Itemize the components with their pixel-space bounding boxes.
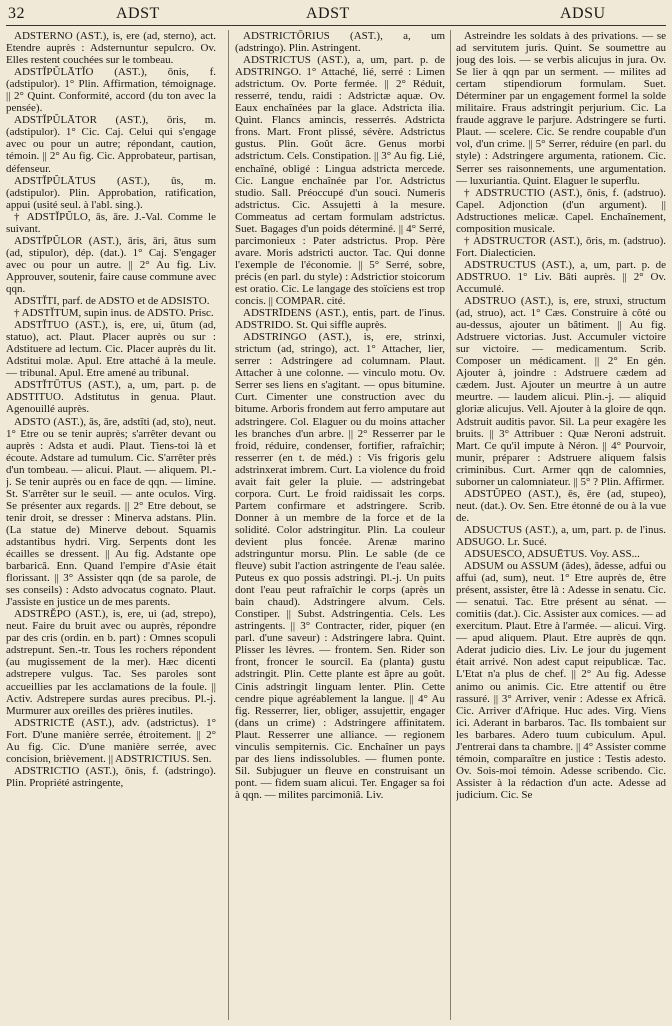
dictionary-entry: ADSUESCO, ADSUĒTUS. Voy. ASS... <box>464 548 640 561</box>
dictionary-entry: ADSTRĔPO (AST.), is, ere, ui (ad, strepo), neut. Faire du bruit avec ou auprès, répondre par des cris (ordin. en b. part) : Omnes scopuli adstrepunt. Sen.-tr. Tous les rochers répondent (au mugissement de la mer). Hæc dicenti adstrepere vulgus. Tac. Ses paroles sont accueillies par les acclamations de la foule. || Activ. Adstrepere surdas aures precibus. Pl.-j. Murmurer aux oreilles des prières inutiles. <box>6 608 216 717</box>
dictionary-entry: ADSTĬPŬLĀTOR (AST.), ōris, m. (adstipulor). 1° Cic. Caj. Celui qui s'engage avec ou pour un autre; répondant, caution, témoin. || 2° Au fig. Cic. Approbateur, partisan, défenseur. <box>6 114 216 175</box>
dictionary-entry: † ADSTRUCTOR (AST.), ōris, m. (adstruo). Fort. Dialecticien. <box>456 234 666 259</box>
dictionary-entry: ADSTRICTIO (AST.), ōnis, f. (adstringo). Plin. Propriété astringente, <box>6 764 216 789</box>
dictionary-entry: ADSTRICTĒ (AST.), adv. (adstrictus). 1° Fort. D'une manière serrée, étroitement. || 2° Au fig. Cic. D'une manière serrée, avec concision, brièvement. || ADSTRICTIUS. Sen. <box>6 716 216 765</box>
dictionary-entry: ADSTO (AST.), ās, āre, adstĭti (ad, sto), neut. 1° Etre ou se tenir auprès; s'arrêter devant ou auprès : Adsta et audi. Plaut. Tiens-toi là et écoute. Adstare ad tumulum. Cic. S'arrêter près d'un tombeau. — alicui. Plaut. — aliquem. Pl.-j. Se tenir auprès ou en face de qqn. — limine. St. S'arrêter sur le seuil. — ante oculos. Virg. Se présenter aux regards. || 2° Etre debout, se tenir droit, se dresser : Minerva adstans. Plin. (La statue de) Minerve debout. Squamis adstantibus hydri. Virg. Serpents dont les écailles se dressent. || Au fig. Adstante ope barbaricâ. Enn. Quand l'empire d'Asie était florissant. || 3° Assister qqn (de sa parole, de ses conseils) : Adsto advocatus cognato. Plaut. J'assiste en justice un de mes parents. <box>6 415 216 609</box>
dictionary-entry: ADSTĬPŬLĀTĬO (AST.), ōnis, f. (adstipulor). 1° Plin. Affirmation, témoignage. || 2° Quint. Conformité, accord (du ton avec la pensée). <box>6 66 216 115</box>
dictionary-entry: ADSTĬTŪTUS (AST.), a, um, part. p. de ADSTITUO. Adstitutus in genua. Plaut. Agenouillé auprès. <box>6 379 216 416</box>
column-divider <box>228 30 229 1020</box>
dictionary-entry: † ADSTĬPŬLO, ās, āre. J.-Val. Comme le suivant. <box>6 210 216 235</box>
dictionary-entry: ADSTRINGO (AST.), is, ere, strinxi, strictum (ad, stringo), act. 1° Attacher, lier, serrer : Adstringere ad columnam. Plaut. Attacher à une colonne. — vinculo motu. Ov. Serrer ses liens en s'agitant. — opus bitumine. Curt. Cimenter une construction avec du bitume. Arboris frondem aut ferro amputare aut adstringere. Col. Elaguer ou du moins attacher les branches d'un arbre. || 2° Resserrer par le froid, réduire, condenser, fortifier, rafraîchir; resserrer (en t. de méd.) : Vis frigoris gelu adstrinxerat imbrem. Curt. La violence du froid avait fait geler la pluie. — adstringebat corpora. Curt. Le froid raidissait les corps. Partem confirmare et adstringere. Scrib. Donner à un membre de la force et de la solidité. Color adstringitur. Plin. La couleur devient plus foncée. Arenæ marino adstringuntur morsu. Plin. Le sable (de ce fleuve) subit l'action astringente de l'eau salée. Puteus ex quo possis adstringi. Pl.-j. Un puits dont l'eau peut rafraîchir le corps (après un bain chaud). Adstringere alvum. Cels. Constiper. || Subst. Adstringentia. Cels. Les astringents. || 3° Contracter, rider, piquer (en parl. d'une saveur) : Adstringere labra. Quint. Plisser les lèvres. — frontem. Sen. Rider son front, froncer le sourcil. Ea (planta) gustu adstringit. Plin. Cette plante est âpre au goût. Cinis adstringit linguam lenter. Plin. Cette cendre pique agréablement la langue. || 4° Au fig. Resserrer, lier, obliger, assujettir, engager (dans un crime) : Adstringere affinitatem. Plaut. Resserrer une alliance. — regionem vinculis sempiternis. Cic. Enchaîner un pays par des liens indissolubles. — flumen ponte. Sil. Subjuguer un fleuve en construisant un pont. — fidem suam alicui. Ter. Engager sa foi à qqn. — milites parcimoniâ. Liv. <box>235 331 445 801</box>
right-guide-word: ADSU <box>560 5 606 22</box>
dictionary-entry: † ADSTĬTUM, supin inus. de ADSTO. Prisc. <box>14 307 214 320</box>
dictionary-entry: ADSTĬPŬLOR (AST.), āris, āri, ātus sum (ad, stipulor), dép. (dat.). 1° Caj. S'engager avec ou pour un autre. || 2° Au fig. Liv. Approuver, soutenir, faire cause commune avec qqn. <box>6 234 216 295</box>
dictionary-entry: ADSUCTUS (AST.), a, um, part. p. de l'inus. ADSUGO. Lr. Sucé. <box>456 523 666 548</box>
dictionary-entry: Astreindre les soldats à des privations. — se ad servitutem juris. Quint. Se soumettre au joug des lois. — se verbis alicujus in jura. Ov. Se lier à qqn par un serment. — milites ad certam stipendiorum formulam. Suet. Déterminer par un engagement formel la solde militaire. Fraus adstringit perjurium. Cic. La fraude aggrave le parjure. Adstringere se furti. Plaut. — scelere. Cic. Se rendre coupable d'un vol, d'un crime. || 5° Serrer, réduire (en parl. du style) : Adstringere argumenta, rationem. Cic. Serrer ses raisonnements, une argumentation. — luxuriantia. Quint. Elaguer le superflu. <box>456 30 666 187</box>
left-guide-word: ADST <box>116 5 160 22</box>
dictionary-entry: ADSTRUO (AST.), is, ere, struxi, structum (ad, struo), act. 1° Cæs. Construire à côté ou au-dessus, ajouter un bâtiment. || Au fig. Adstruere victorias. Just. Accumuler victoire sur victoire. — medicamentum. Scrib. Composer un médicament. || 2° En gén. Ajouter à, joindre : Adstruere cædem ad cædem. Just. Ajouter un meurtre à un autre meurtre. — laudem alicui. Plin.-j. — aliquid gloriæ alicujus. Vell. Ajouter à la gloire de qqn. Adstruit auditis pavor. Sil. La peur exagère les bruits. || 3° Attribuer : Quæ Neroni adstruit. Mart. Ce qu'il impute à Néron. || 4° Pourvoir, munir, préparer : Adstruere aliquem falsis criminibus. Curt. Armer qqn de calomnies, suborner un calomniateur. || 5° ? Plin. Affirmer. <box>456 295 666 488</box>
page-header <box>0 0 672 26</box>
dictionary-entry: ADSTŬPEO (AST.), ēs, ēre (ad, stupeo), neut. (dat.). Ov. Sen. Etre étonné de ou à la vue de. <box>456 487 666 524</box>
dictionary-entry: ADSTRICTŌRIUS (AST.), a, um (adstringo). Plin. Astringent. <box>235 30 445 55</box>
dictionary-entry: ADSTĬPŬLĀTUS (AST.), ūs, m. (adstipulor). Plin. Approbation, ratification, appui (usité seul. à l'abl. sing.). <box>6 174 216 211</box>
column-right <box>456 30 666 1022</box>
dictionary-entry: ADSTRICTUS (AST.), a, um, part. p. de ADSTRINGO. 1° Attaché, lié, serré : Limen adstrictum. Ov. Porte fermée. || 2° Réduit, resserré, tendu, raidi : Adstrictæ aquæ. Ov. Eaux enchaînées par la glace. Adstricta ilia. Quint. Flancs amincis, resserrés. Adstricta frons. Mart. Front plissé, sévère. Adstrictus gustus. Plin. Goût âcre. Genus morbi adstrictum. Cels. Constipation. || 3° Au fig. Lié, enchaîné, obligé : Lingua adstricta mercede. Cic. Langue enchaînée par l'or. Adstrictus studio. Sall. Préoccupé d'un souci. Numeris adstrictus. Cic. Assujetti à la mesure. Commeatus ad certam formulam adstrictus. Suet. Bagages d'un poids déterminé. || 4° Serré, parcimonieux : Pater adstrictus. Prop. Père avare. Moris adstricti auctor. Tac. Qui donne l'exemple de l'économie. || 5° Serré, sobre, précis (en parl. du style) : Adstrictior stoicorum est oratio. Cic. Le langage des stoïciens est trop concis. || COMPAR. cité. <box>235 54 445 308</box>
dictionary-entry: ADSTRUCTUS (AST.), a, um, part. p. de ADSTRUO. 1° Liv. Bâti auprès. || 2° Ov. Accumulé. <box>456 258 666 295</box>
header-rule <box>6 25 666 26</box>
dictionary-entry: ADSTERNO (AST.), is, ere (ad, sterno), act. Etendre auprès : Adsternuntur sepulcro. Ov. Elles restent couchées sur le tombeau. <box>6 30 216 67</box>
center-guide-word: ADST <box>306 5 350 22</box>
page-number: 32 <box>8 5 25 22</box>
column-divider <box>450 30 451 1020</box>
column-middle <box>235 30 445 1022</box>
column-left <box>6 30 216 1022</box>
dictionary-entry: ADSTĬTUO (AST.), is, ere, ui, ūtum (ad, statuo), act. Plaut. Placer auprès ou sur : Adstituere ad lectum. Cic. Placer auprès du lit. Adstitui molæ. Apul. Etre attaché à la meule. — tribunal. Apul. Etre amené au tribunal. <box>6 319 216 380</box>
dictionary-entry: ADSUM ou ASSUM (ădes), ădesse, adfui ou affui (ad, sum), neut. 1° Etre auprès de, être présent, assister, être là : Adesse in senatu. Cic. — senatui. Tac. Etre présent au sénat. — comitiis (dat.). Cic. Assister aux comices. — ad exercitum. Plaut. Etre à l'armée. — alicui. Virg. — apud aliquem. Plaut. Etre auprès de qqn. Aderat judicio dies. Liv. Le jour du jugement était arrivé. Non adest caput reipublicæ. Tac. L'Etat n'a plus de chef. || 2° Au fig. Adesse animo ou animis. Cic. Etre attentif ou être rassuré. || 3° Arriver, venir : Adesse ex Africâ. Cic. Arriver d'Afrique. Huc ades. Virg. Viens ici. Aderant in barbaros. Tac. Ils tombaient sur les barbares. Adero tuum cubiculum. Apul. J'entrerai dans ta chambre. || 4° Assister comme témoin, comparaître en justice : Testis adesto. Ov. Sois-moi témoin. Adesse scribendo. Cic. Assister à la rédaction d'un acte. Adesse ad judicium. Cic. Se <box>456 560 666 801</box>
dictionary-entry: ADSTRĪDENS (AST.), entis, part. de l'inus. ADSTRIDO. St. Qui siffle auprès. <box>235 307 445 332</box>
dictionary-entry: † ADSTRUCTIO (AST.), ōnis, f. (adstruo). Capel. Adjonction (d'un argument). || Adstructiones melicæ. Capel. Enchaînement, composition musicale. <box>456 186 666 235</box>
dictionary-entry: ADSTĬTI, parf. de ADSTO et de ADSISTO. <box>14 295 210 308</box>
